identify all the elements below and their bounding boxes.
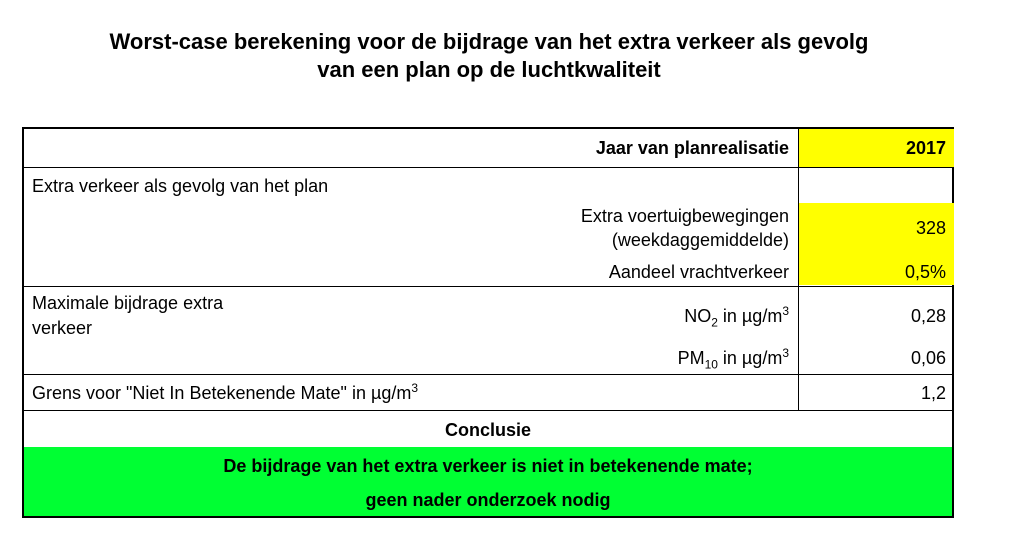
vracht-label: Aandeel vrachtverkeer bbox=[608, 262, 789, 282]
title-line-2: van een plan op de luchtkwaliteit bbox=[317, 57, 661, 82]
jaar-label: Jaar van planrealisatie bbox=[595, 138, 789, 158]
conclusie-line-1: De bijdrage van het extra verkeer is niet in betekenende mate; bbox=[223, 456, 753, 476]
no2-value: 0,28 bbox=[910, 306, 946, 326]
voertuig-label-2: (weekdaggemiddelde) bbox=[611, 230, 789, 250]
jaar-value: 2017 bbox=[905, 138, 946, 158]
conclusie-line-2: geen nader onderzoek nodig bbox=[365, 490, 611, 510]
voertuig-value: 328 bbox=[915, 218, 946, 238]
pm10-value: 0,06 bbox=[910, 348, 946, 368]
grens-value: 1,2 bbox=[920, 383, 946, 403]
divider bbox=[24, 410, 954, 411]
bijdrage-heading-2: verkeer bbox=[32, 318, 93, 338]
vracht-value: 0,5% bbox=[904, 262, 946, 282]
page-title bbox=[0, 28, 978, 84]
title-line-1: Worst-case berekening voor de bijdrage van het extra verkeer als gevolg bbox=[109, 29, 869, 54]
extra-verkeer-heading: Extra verkeer als gevolg van het plan bbox=[32, 176, 329, 196]
calculation-table bbox=[22, 127, 954, 518]
column-divider bbox=[798, 129, 799, 410]
voertuig-label-1: Extra voertuigbewegingen bbox=[580, 206, 789, 226]
divider bbox=[24, 286, 954, 287]
divider bbox=[24, 374, 954, 375]
grens-label: Grens voor "Niet In Betekenende Mate" in $\mu g/m^3$ bbox=[32, 381, 419, 403]
no2-label: $NO_2$ in $\mu g/m^3$ bbox=[684, 304, 789, 330]
divider bbox=[24, 167, 954, 168]
pm10-label: $PM_{10}$ in $\mu g/m^3$ bbox=[677, 346, 789, 372]
conclusie-label: Conclusie bbox=[444, 420, 532, 440]
bijdrage-heading-1: Maximale bijdrage extra bbox=[32, 293, 224, 313]
